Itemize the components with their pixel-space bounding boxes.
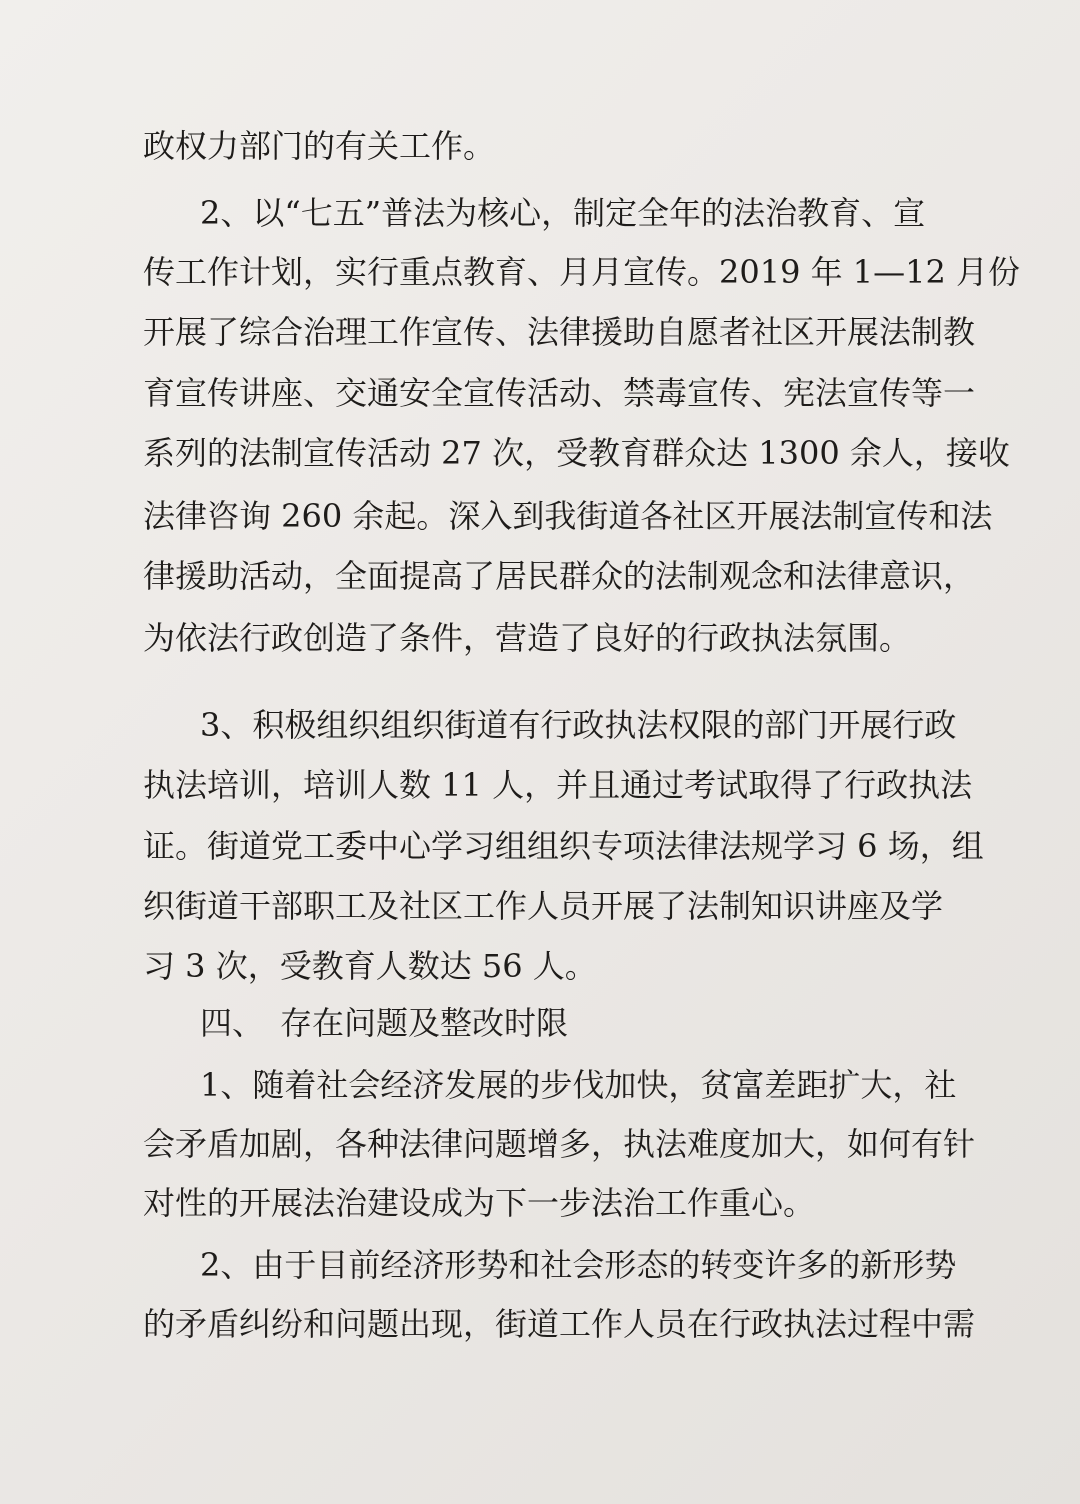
paragraph-line: 政权力部门的有关工作。	[143, 127, 496, 165]
paragraph-line: 育宣传讲座、交通安全宣传活动、禁毒宣传、宪法宣传等一	[143, 374, 976, 412]
paragraph-line: 证。街道党工委中心学习组组织专项法律法规学习 6 场，组	[143, 827, 984, 865]
paragraph-line: 对性的开展法治建设成为下一步法治工作重心。	[143, 1184, 816, 1222]
paragraph-line: 会矛盾加剧，各种法律问题增多，执法难度加大，如何有针	[143, 1125, 976, 1163]
paragraph-line: 执法培训，培训人数 11 人，并且通过考试取得了行政执法	[143, 766, 973, 804]
paragraph-line: 开展了综合治理工作宣传、法律援助自愿者社区开展法制教	[143, 313, 976, 351]
paragraph-line: 织街道干部职工及社区工作人员开展了法制知识讲座及学	[143, 887, 944, 925]
paragraph-line: 律援助活动，全面提高了居民群众的法制观念和法律意识，	[143, 557, 976, 595]
section-number: 四、	[200, 1004, 265, 1042]
paragraph-line: 法律咨询 260 余起。深入到我街道各社区开展法制宣传和法	[143, 497, 993, 535]
paragraph-line: 1、随着社会经济发展的步伐加快，贫富差距扩大，社	[200, 1066, 957, 1104]
section-heading	[200, 995, 964, 1051]
paragraph-line: 3、积极组织组织街道有行政执法权限的部门开展行政	[200, 706, 957, 744]
paragraph-line: 为依法行政创造了条件，营造了良好的行政执法氛围。	[143, 619, 912, 657]
paragraph-line: 2、以“七五”普法为核心，制定全年的法治教育、宣	[200, 194, 926, 232]
paragraph-line: 2、由于目前经济形势和社会形态的转变许多的新形势	[200, 1246, 957, 1284]
paragraph-line: 传工作计划，实行重点教育、月月宣传。2019 年 1—12 月份	[143, 253, 1021, 291]
paragraph-line: 习 3 次，受教育人数达 56 人。	[143, 947, 597, 985]
paragraph-line: 的矛盾纠纷和问题出现，街道工作人员在行政执法过程中需	[143, 1305, 976, 1343]
paragraph-line: 系列的法制宣传活动 27 次，受教育群众达 1300 余人，接收	[143, 434, 1010, 472]
section-title: 存在问题及整改时限	[280, 1004, 569, 1042]
